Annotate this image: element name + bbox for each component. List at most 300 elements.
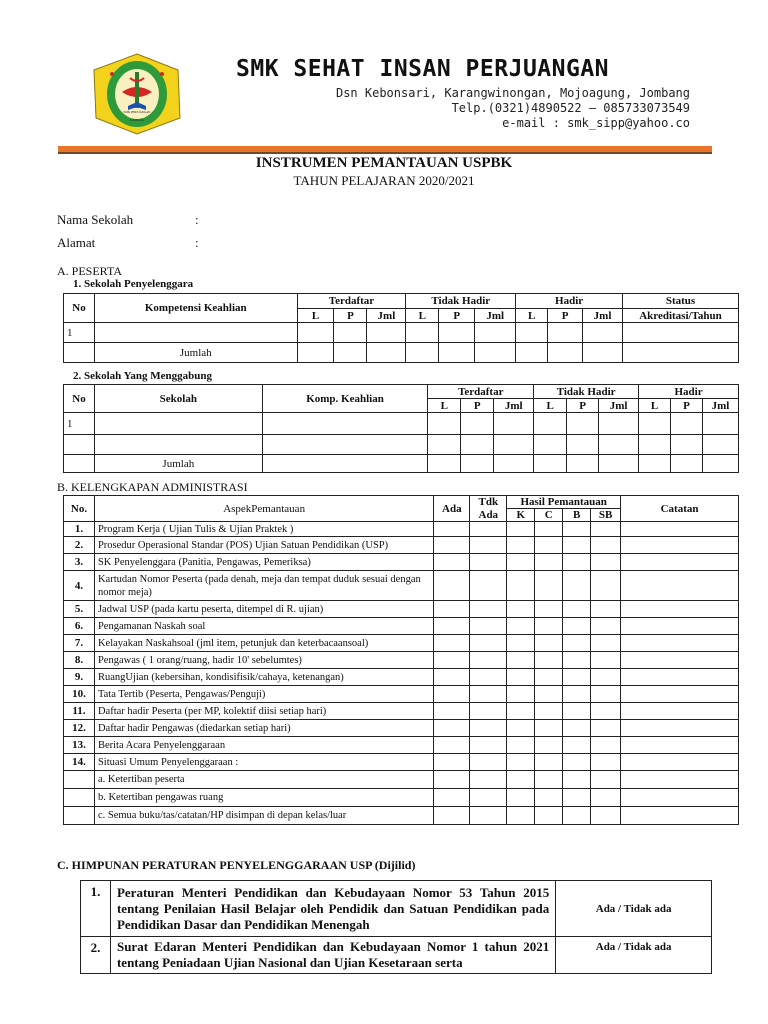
input-cell[interactable] (470, 571, 507, 601)
input-cell[interactable] (623, 343, 739, 363)
table-row (81, 881, 712, 937)
input-cell[interactable] (535, 537, 563, 554)
table-row (64, 435, 739, 455)
input-cell[interactable] (470, 771, 507, 789)
th-tdk-ada: Ada (470, 509, 507, 522)
table-row (64, 737, 739, 754)
input-cell[interactable] (535, 737, 563, 754)
input-cell[interactable] (507, 522, 535, 537)
input-cell[interactable] (621, 635, 739, 652)
input-cell[interactable] (534, 413, 567, 435)
document-title: INSTRUMEN PEMANTAUAN USPBK (255, 155, 513, 171)
cell-aspek: a. Ketertiban peserta (94, 771, 433, 789)
input-cell[interactable] (621, 618, 739, 635)
document-year: TAHUN PELAJARAN 2020/2021 (293, 173, 475, 188)
input-cell[interactable] (621, 807, 739, 825)
input-cell[interactable] (470, 618, 507, 635)
input-cell[interactable] (563, 771, 591, 789)
cell-regulation: Surat Edaran Menteri Pendidikan dan Kebudayaan Nomor 1 tahun 2021 tentang Peniadaan Ujian Nasional dan Ujian Kesetaraan serta (110, 937, 555, 974)
input-cell[interactable] (563, 522, 591, 537)
input-cell[interactable] (535, 771, 563, 789)
input-cell[interactable] (621, 601, 739, 618)
input-cell[interactable] (563, 635, 591, 652)
th-aspek: AspekPemantauan (94, 496, 433, 522)
input-cell[interactable] (621, 669, 739, 686)
input-cell[interactable] (702, 413, 738, 435)
input-cell[interactable] (470, 554, 507, 571)
th-status: Status (623, 294, 739, 309)
input-cell[interactable] (621, 686, 739, 703)
logo-ribbon-text: SMK PERJUANGAN (123, 110, 151, 114)
section-a-sub1: 1. Sekolah Penyelenggara (73, 278, 194, 290)
input-cell[interactable] (671, 413, 703, 435)
input-cell[interactable] (507, 686, 535, 703)
input-cell[interactable] (621, 652, 739, 669)
input-cell[interactable] (494, 413, 534, 435)
cell-aspek: Situasi Umum Penyelenggaraan : (94, 754, 433, 771)
input-cell[interactable] (599, 435, 639, 455)
table-row (64, 413, 739, 435)
cell-aspek: Prosedur Operasional Standar (POS) Ujian Satuan Pendidikan (USP) (94, 537, 433, 554)
input-cell[interactable] (516, 323, 548, 343)
input-cell[interactable] (507, 754, 535, 771)
cell-no: 2. (81, 937, 111, 974)
table-row (81, 937, 712, 974)
address-colon: : (195, 235, 199, 250)
input-cell[interactable] (434, 771, 470, 789)
th-p: P (461, 399, 494, 413)
input-cell[interactable] (434, 686, 470, 703)
cell-no: 6. (64, 618, 95, 635)
input-cell[interactable] (494, 435, 534, 455)
th-sekolah: Sekolah (94, 385, 262, 413)
input-cell[interactable] (548, 323, 583, 343)
input-cell[interactable] (591, 807, 621, 825)
input-cell[interactable] (563, 669, 591, 686)
input-cell[interactable] (470, 652, 507, 669)
input-cell[interactable] (621, 571, 739, 601)
cell-aspek: Pengawas ( 1 orang/ruang, hadir 10' sebelumtes) (94, 652, 433, 669)
th-terdaftar: Terdaftar (297, 294, 406, 309)
input-cell[interactable] (475, 343, 516, 363)
input-cell[interactable] (591, 571, 621, 601)
th-tidak-hadir: Tidak Hadir (406, 294, 516, 309)
input-cell[interactable] (470, 601, 507, 618)
table-himpunan-peraturan (80, 880, 712, 974)
cell-no: 7. (64, 635, 95, 652)
input-cell[interactable] (563, 554, 591, 571)
input-cell[interactable] (470, 669, 507, 686)
input-cell[interactable] (567, 455, 599, 473)
table-sekolah-menggabung (63, 384, 739, 473)
input-cell[interactable] (591, 522, 621, 537)
input-cell[interactable] (367, 343, 406, 363)
cell-no: 13. (64, 737, 95, 754)
input-cell[interactable] (470, 537, 507, 554)
th-l: L (406, 309, 439, 323)
input-cell[interactable] (470, 737, 507, 754)
table-row (64, 652, 739, 669)
school-logo-emblem (92, 52, 182, 136)
th-kompetensi: Kompetensi Keahlian (94, 294, 297, 323)
cell-jumlah: Jumlah (94, 455, 262, 473)
input-cell[interactable] (507, 601, 535, 618)
cell-no: 11. (64, 703, 95, 720)
empty-cell (64, 343, 95, 363)
input-cell[interactable] (507, 771, 535, 789)
input-cell[interactable] (591, 635, 621, 652)
cell-no: 1 (64, 413, 95, 435)
cell-aspek: Berita Acara Penyelenggaraan (94, 737, 433, 754)
input-cell[interactable] (563, 571, 591, 601)
input-cell[interactable] (535, 652, 563, 669)
input-cell[interactable] (434, 669, 470, 686)
input-cell[interactable] (639, 413, 671, 435)
section-c-title: C. HIMPUNAN PERATURAN PENYELENGGARAAN USP (Dijilid) (57, 858, 416, 872)
address-label: Alamat (57, 235, 96, 250)
th-catatan: Catatan (621, 496, 739, 522)
input-cell[interactable] (591, 601, 621, 618)
th-l: L (516, 309, 548, 323)
input-cell[interactable] (434, 807, 470, 825)
input-cell[interactable] (434, 537, 470, 554)
table-row (64, 323, 739, 343)
th-jml: Jml (494, 399, 534, 413)
school-name: SMK SEHAT INSAN PERJUANGAN (236, 56, 610, 82)
input-cell[interactable] (591, 737, 621, 754)
input-cell[interactable] (599, 455, 639, 473)
input-cell[interactable] (507, 807, 535, 825)
input-cell[interactable] (591, 686, 621, 703)
cell-jumlah: Jumlah (94, 343, 297, 363)
cell-no: 10. (64, 686, 95, 703)
input-cell[interactable] (297, 343, 334, 363)
input-cell[interactable] (563, 686, 591, 703)
input-cell[interactable] (535, 720, 563, 737)
input-cell[interactable] (439, 323, 475, 343)
input-cell[interactable] (262, 435, 428, 455)
school-logo (92, 52, 182, 136)
input-cell[interactable] (621, 522, 739, 537)
input-cell[interactable] (591, 754, 621, 771)
input-cell[interactable] (434, 720, 470, 737)
table-row (64, 537, 739, 554)
input-cell[interactable] (563, 807, 591, 825)
input-cell[interactable] (461, 455, 494, 473)
input-cell[interactable] (507, 635, 535, 652)
input-cell[interactable] (702, 455, 738, 473)
cell-no (64, 789, 95, 807)
th-l: L (428, 399, 461, 413)
school-name-label: Nama Sekolah (57, 212, 134, 227)
cell-no (64, 807, 95, 825)
input-cell[interactable] (428, 455, 461, 473)
input-cell[interactable] (262, 413, 428, 435)
input-cell[interactable] (563, 703, 591, 720)
cell-status[interactable]: Ada / Tidak ada (556, 937, 712, 974)
input-cell[interactable] (583, 343, 623, 363)
th-hasil-pemantauan: Hasil Pemantauan (507, 496, 621, 509)
table-row (64, 807, 739, 825)
input-cell[interactable] (621, 789, 739, 807)
input-cell[interactable] (94, 413, 262, 435)
input-cell[interactable] (262, 455, 428, 473)
th-hadir: Hadir (639, 385, 739, 399)
input-cell[interactable] (639, 455, 671, 473)
th-p: P (671, 399, 703, 413)
input-cell[interactable] (563, 537, 591, 554)
cell-no (64, 771, 95, 789)
input-cell[interactable] (516, 343, 548, 363)
table-sekolah-penyelenggara (63, 293, 739, 363)
input-cell[interactable] (334, 323, 367, 343)
th-jml: Jml (702, 399, 738, 413)
th-tidak-hadir: Tidak Hadir (534, 385, 639, 399)
input-cell[interactable] (334, 343, 367, 363)
input-cell[interactable] (534, 455, 567, 473)
table-row (64, 703, 739, 720)
table-row (64, 635, 739, 652)
input-cell[interactable] (591, 669, 621, 686)
input-cell[interactable] (583, 323, 623, 343)
input-cell[interactable] (507, 669, 535, 686)
input-cell[interactable] (507, 618, 535, 635)
empty-cell (64, 435, 95, 455)
input-cell[interactable] (507, 720, 535, 737)
input-cell[interactable] (535, 789, 563, 807)
cell-aspek: Jadwal USP (pada kartu peserta, ditempel di R. ujian) (94, 601, 433, 618)
input-cell[interactable] (591, 789, 621, 807)
input-cell[interactable] (406, 343, 439, 363)
table-row (64, 754, 739, 771)
cell-no: 3. (64, 554, 95, 571)
th-jml: Jml (367, 309, 406, 323)
input-cell[interactable] (563, 789, 591, 807)
th-terdaftar: Terdaftar (428, 385, 534, 399)
input-cell[interactable] (434, 635, 470, 652)
cell-no: 1. (81, 881, 111, 937)
th-c: C (535, 509, 563, 522)
cell-no: 5. (64, 601, 95, 618)
input-cell[interactable] (494, 455, 534, 473)
input-cell[interactable] (535, 686, 563, 703)
input-cell[interactable] (434, 703, 470, 720)
school-address: Dsn Kebonsari, Karangwinongan, Mojoagung, Jombang (335, 86, 690, 100)
input-cell[interactable] (434, 754, 470, 771)
input-cell[interactable] (671, 435, 703, 455)
input-cell[interactable] (535, 601, 563, 618)
input-cell[interactable] (591, 652, 621, 669)
input-cell[interactable] (591, 720, 621, 737)
input-cell[interactable] (428, 413, 461, 435)
th-no: No (64, 294, 95, 323)
input-cell[interactable] (434, 571, 470, 601)
input-cell[interactable] (507, 571, 535, 601)
logo-banner-text: JOMBANG (129, 118, 145, 122)
input-cell[interactable] (591, 554, 621, 571)
input-cell[interactable] (591, 537, 621, 554)
input-cell[interactable] (591, 618, 621, 635)
cell-aspek: Daftar hadir Peserta (per MP, kolektif diisi setiap hari) (94, 703, 433, 720)
input-cell[interactable] (535, 669, 563, 686)
table-row-total (64, 455, 739, 473)
table-row (64, 771, 739, 789)
input-cell[interactable] (535, 554, 563, 571)
th-jml: Jml (475, 309, 516, 323)
input-cell[interactable] (621, 703, 739, 720)
input-cell[interactable] (470, 789, 507, 807)
cell-no: 12. (64, 720, 95, 737)
cell-status[interactable]: Ada / Tidak ada (556, 881, 712, 937)
cell-aspek: Tata Tertib (Peserta, Pengawas/Penguji) (94, 686, 433, 703)
input-cell[interactable] (434, 601, 470, 618)
table-row (64, 554, 739, 571)
table-row (64, 720, 739, 737)
cell-no: 14. (64, 754, 95, 771)
th-akreditasi: Akreditasi/Tahun (623, 309, 739, 323)
input-cell[interactable] (470, 635, 507, 652)
cell-aspek: b. Ketertiban pengawas ruang (94, 789, 433, 807)
input-cell[interactable] (470, 754, 507, 771)
input-cell[interactable] (535, 754, 563, 771)
input-cell[interactable] (621, 754, 739, 771)
th-tdk: Tdk (470, 496, 507, 509)
input-cell[interactable] (621, 771, 739, 789)
input-cell[interactable] (534, 435, 567, 455)
input-cell[interactable] (563, 754, 591, 771)
th-sb: SB (591, 509, 621, 522)
input-cell[interactable] (470, 703, 507, 720)
th-p: P (334, 309, 367, 323)
table-row (64, 522, 739, 537)
input-cell[interactable] (567, 413, 599, 435)
th-jml: Jml (599, 399, 639, 413)
input-cell[interactable] (548, 343, 583, 363)
input-cell[interactable] (507, 703, 535, 720)
input-cell[interactable] (434, 554, 470, 571)
input-cell[interactable] (567, 435, 599, 455)
input-cell[interactable] (470, 807, 507, 825)
input-cell[interactable] (591, 771, 621, 789)
cell-aspek: RuangUjian (kebersihan, kondisifisik/cahaya, ketenangan) (94, 669, 433, 686)
input-cell[interactable] (623, 323, 739, 343)
th-l: L (297, 309, 334, 323)
cell-no: 9. (64, 669, 95, 686)
th-no: No. (64, 496, 95, 522)
input-cell[interactable] (434, 737, 470, 754)
input-cell[interactable] (535, 571, 563, 601)
input-cell[interactable] (563, 618, 591, 635)
table-row (64, 686, 739, 703)
cell-aspek: Kartudan Nomor Peserta (pada denah, meja dan tempat duduk sesuai dengan nomor meja) (94, 571, 433, 601)
input-cell[interactable] (507, 789, 535, 807)
input-cell[interactable] (563, 737, 591, 754)
input-cell[interactable] (439, 343, 475, 363)
section-a-sub2: 2. Sekolah Yang Menggabung (73, 370, 212, 382)
input-cell[interactable] (461, 413, 494, 435)
cell-no: 8. (64, 652, 95, 669)
input-cell[interactable] (470, 720, 507, 737)
table-row (64, 618, 739, 635)
input-cell[interactable] (406, 323, 439, 343)
input-cell[interactable] (507, 652, 535, 669)
th-komp-keahlian: Komp. Keahlian (262, 385, 428, 413)
input-cell[interactable] (507, 737, 535, 754)
input-cell[interactable] (297, 323, 334, 343)
school-name-colon: : (195, 212, 199, 227)
input-cell[interactable] (470, 522, 507, 537)
table-kelengkapan-administrasi (63, 495, 739, 825)
input-cell[interactable] (671, 455, 703, 473)
input-cell[interactable] (535, 807, 563, 825)
table-row (64, 601, 739, 618)
input-cell[interactable] (702, 435, 738, 455)
input-cell[interactable] (621, 554, 739, 571)
input-cell[interactable] (535, 703, 563, 720)
school-email: e-mail : smk_sipp@yahoo.co (502, 116, 690, 130)
th-no: No (64, 385, 95, 413)
th-l: L (534, 399, 567, 413)
school-phone: Telp.(0321)4890522 – 085733073549 (451, 101, 690, 115)
input-cell[interactable] (470, 686, 507, 703)
th-k: K (507, 509, 535, 522)
cell-aspek: Kelayakan Naskahsoal (jml item, petunjuk dan keterbacaansoal) (94, 635, 433, 652)
input-cell[interactable] (461, 435, 494, 455)
th-hadir: Hadir (516, 294, 623, 309)
th-b: B (563, 509, 591, 522)
table-row-total (64, 343, 739, 363)
input-cell[interactable] (475, 323, 516, 343)
cell-no: 1 (64, 323, 95, 343)
cell-aspek: Daftar hadir Pengawas (diedarkan setiap hari) (94, 720, 433, 737)
input-cell[interactable] (535, 618, 563, 635)
input-cell[interactable] (434, 652, 470, 669)
input-cell[interactable] (599, 413, 639, 435)
section-b-title: B. KELENGKAPAN ADMINISTRASI (57, 480, 248, 494)
cell-no: 2. (64, 537, 95, 554)
section-a-title: A. PESERTA (57, 264, 122, 278)
input-cell[interactable] (621, 737, 739, 754)
table-row (64, 669, 739, 686)
input-cell[interactable] (367, 323, 406, 343)
input-cell[interactable] (94, 435, 262, 455)
th-l: L (639, 399, 671, 413)
header-divider-line (58, 152, 712, 154)
input-cell[interactable] (621, 720, 739, 737)
th-p: P (567, 399, 599, 413)
input-cell[interactable] (428, 435, 461, 455)
input-cell[interactable] (563, 720, 591, 737)
input-cell[interactable] (535, 635, 563, 652)
input-cell[interactable] (94, 323, 297, 343)
input-cell[interactable] (507, 554, 535, 571)
input-cell[interactable] (507, 537, 535, 554)
table-row (64, 789, 739, 807)
input-cell[interactable] (591, 703, 621, 720)
input-cell[interactable] (563, 601, 591, 618)
input-cell[interactable] (563, 652, 591, 669)
th-p: P (548, 309, 583, 323)
input-cell[interactable] (434, 789, 470, 807)
cell-aspek: SK Penyelenggara (Panitia, Pengawas, Pemeriksa) (94, 554, 433, 571)
input-cell[interactable] (434, 618, 470, 635)
cell-aspek: Pengamanan Naskah soal (94, 618, 433, 635)
input-cell[interactable] (639, 435, 671, 455)
input-cell[interactable] (434, 522, 470, 537)
input-cell[interactable] (535, 522, 563, 537)
input-cell[interactable] (621, 537, 739, 554)
empty-cell (64, 455, 95, 473)
